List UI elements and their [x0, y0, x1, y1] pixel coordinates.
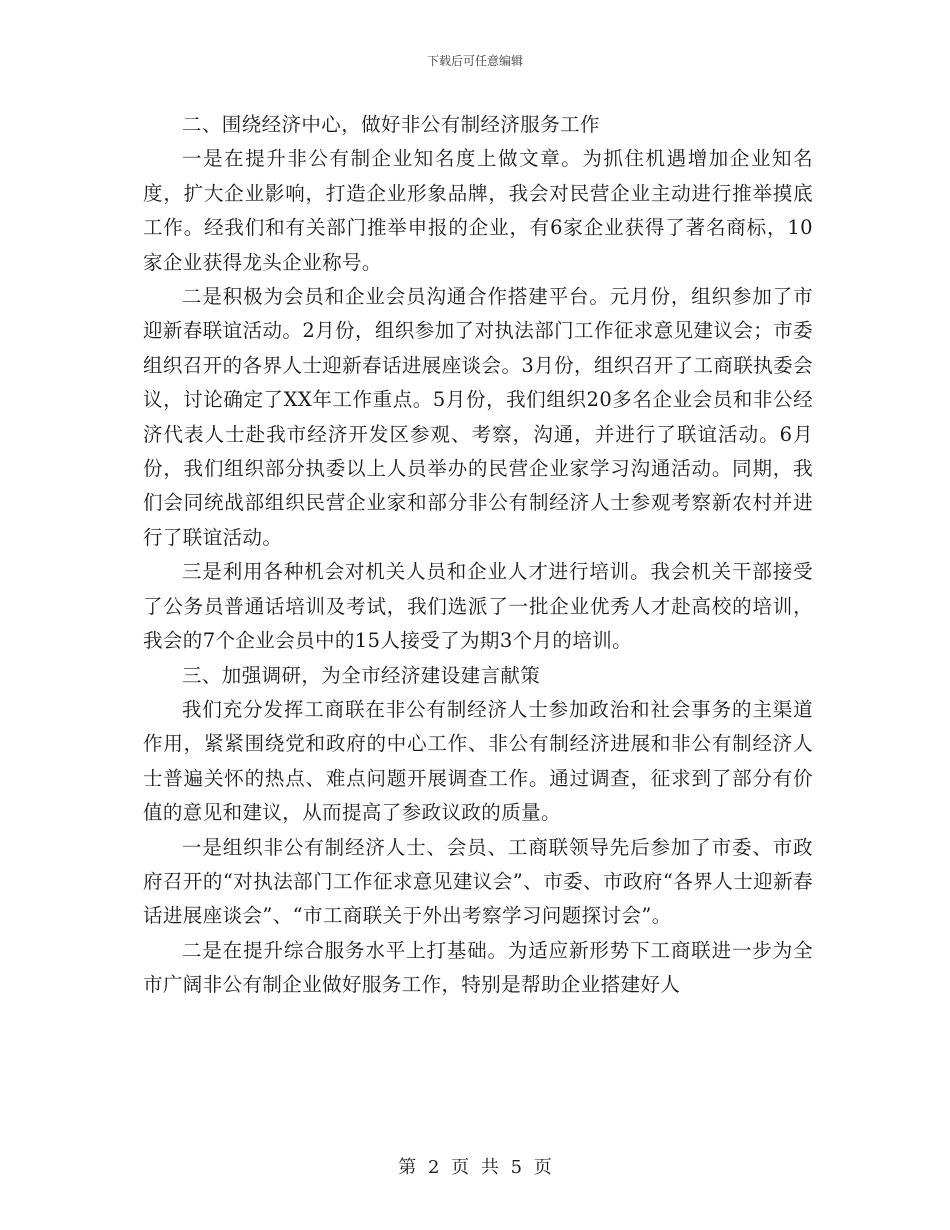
- paragraph: 一是在提升非公有制企业知名度上做文章。为抓住机遇增加企业知名度，扩大企业影响，打造企业形象品牌，我会对民营企业主动进行推举摸底工作。经我们和有关部门推举申报的企业，有6家企业获得了著名商标，10家企业获得龙头企业称号。: [143, 147, 813, 274]
- page-header-note: 下载后可任意编辑: [426, 54, 523, 68]
- paragraph: 我们充分发挥工商联在非公有制经济人士参加政治和社会事务的主渠道作用，紧紧围绕党和政府的中心工作、非公有制经济进展和非公有制经济人士普遍关怀的热点、难点问题开展调查工作。通过调查，征求到了部分有价值的意见和建议，从而提高了参政议政的质量。: [143, 697, 813, 825]
- paragraph: 二是积极为会员和企业会员沟通合作搭建平台。元月份，组织参加了市迎新春联谊活动。2月份，组织参加了对执法部门工作征求意见建议会；市委组织召开的各界人士迎新春话进展座谈会。3月份，组织召开了工商联执委会议，讨论确定了XX年工作重点。5月份，我们组织20多名企业会员和非公经济代表人士赴我市经济开发区参观、考察，沟通，并进行了联谊活动。6月份，我们组织部分执委以上人员举办的民营企业家学习沟通活动。同期，我们会同统战部组织民营企业家和部分非公有制经济人士参观考察新农村并进行了联谊活动。: [143, 285, 813, 549]
- page-number: 第 2 页 共 5 页: [398, 1157, 552, 1178]
- document-body: [143, 108, 813, 1003]
- paragraph: 二是在提升综合服务水平上打基础。为适应新形势下工商联进一步为全市广阔非公有制企业做好服务工作，特别是帮助企业搭建好人: [143, 938, 813, 997]
- paragraph: 三是利用各种机会对机关人员和企业人才进行培训。我会机关干部接受了公务员普通话培训及考试，我们选派了一批企业优秀人才赴高校的培训，我会的7个企业会员中的15人接受了为期3个月的培训。: [143, 560, 813, 653]
- section-heading-3: 三、加强调研，为全市经济建设建言献策: [182, 663, 541, 687]
- section-heading-2: 二、围绕经济中心，做好非公有制经济服务工作: [182, 113, 600, 136]
- paragraph: 一是组织非公有制经济人士、会员、工商联领导先后参加了市委、市政府召开的“对执法部门工作征求意见建议会”、市委、市政府“各界人士迎新春话进展座谈会”、“市工商联关于外出考察学习问题探讨会”。: [143, 835, 813, 928]
